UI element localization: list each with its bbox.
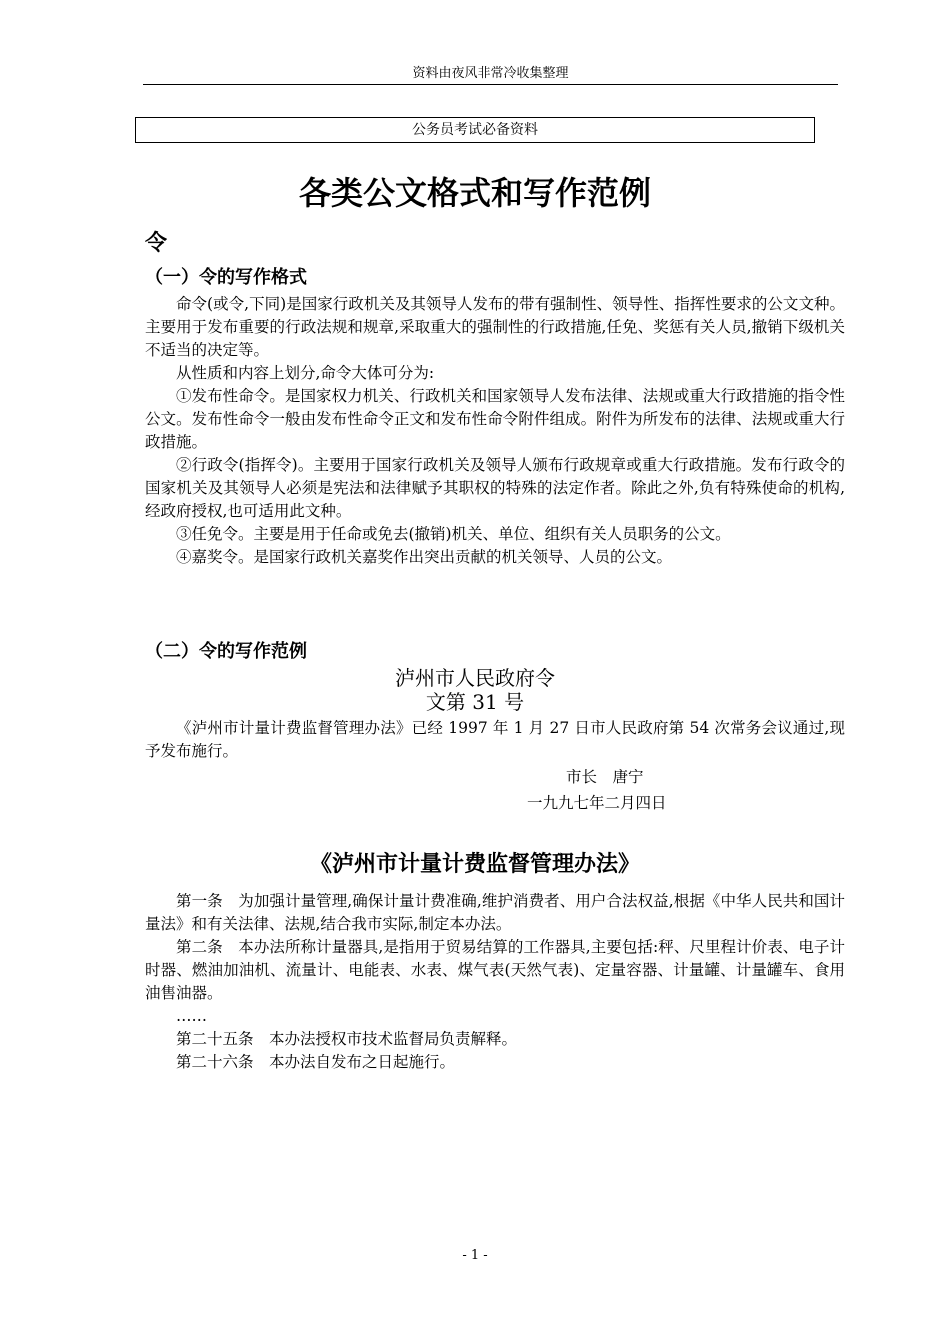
paragraph: ①发布性命令。是国家权力机关、行政机关和国家领导人发布法律、法规或重大行政措施的指令性公文。发布性命令一般由发布性命令正文和发布性命令附件组成。附件为所发布的法律、法规或重大行政措施。 (145, 387, 845, 451)
document-title: 各类公文格式和写作范例 (298, 174, 651, 212)
part1-body (145, 293, 845, 569)
part1-heading: （一）令的写作格式 (145, 267, 307, 288)
paragraph: 命令(或令,下同)是国家行政机关及其领导人发布的带有强制性、领导性、指挥性要求的公文文种。主要用于发布重要的行政法规和规章,采取重大的强制性的行政措施,任免、奖惩有关人员,撤销下级机关不适当的决定等。 (145, 295, 845, 359)
paragraph: 从性质和内容上划分,命令大体可分为: (176, 364, 435, 382)
running-header: 资料由夜风非常冷收集整理 (143, 64, 838, 85)
paragraph: 《泸州市计量计费监督管理办法》已经 1997 年 1 月 27 日市人民政府第 54 次常务会议通过,现予发布施行。 (145, 719, 845, 760)
part2-heading: （二）令的写作范例 (145, 641, 307, 662)
article: 第二十五条 本办法授权市技术监督局负责解释。 (176, 1030, 518, 1048)
decree-date: 一九九七年二月四日 (527, 794, 667, 812)
decree-number: 文第 31 号 (425, 690, 525, 714)
paragraph: ④嘉奖令。是国家行政机关嘉奖作出突出贡献的机关领导、人员的公文。 (176, 548, 673, 566)
decree-title: 泸州市人民政府令 (395, 666, 555, 690)
article: 第二十六条 本办法自发布之日起施行。 (176, 1053, 456, 1071)
decree-body (145, 717, 845, 763)
paragraph: ②行政令(指挥令)。主要用于国家行政机关及领导人颁布行政规章或重大行政措施。发布行政令的国家机关及其领导人必须是宪法和法律赋予其职权的特殊的法定作者。除此之外,负有特殊使命的机构,经政府授权,也可适用此文种。 (145, 456, 845, 520)
page-number: - 1 - (462, 1248, 488, 1263)
article: 第一条 为加强计量管理,确保计量计费准确,维护消费者、用户合法权益,根据《中华人民共和国计量法》和有关法律、法规,结合我市实际,制定本办法。 (145, 892, 845, 933)
boxed-note: 公务员考试必备资料 (135, 117, 815, 143)
section-heading: 令 (145, 231, 168, 256)
paragraph: ③任免令。主要是用于任命或免去(撤销)机关、单位、组织有关人员职务的公文。 (176, 525, 731, 543)
article: …… (176, 1007, 207, 1025)
regulation-articles (145, 890, 845, 1074)
regulation-title: 《泸州市计量计费监督管理办法》 (309, 851, 640, 877)
article: 第二条 本办法所称计量器具,是指用于贸易结算的工作器具,主要包括:秤、尺里程计价表、电子计时器、燃油加油机、流量计、电能表、水表、煤气表(天然气表)、定量容器、计量罐、计量罐车、食用油售油器。 (145, 938, 845, 1002)
signer: 市长 唐宁 (566, 768, 644, 786)
